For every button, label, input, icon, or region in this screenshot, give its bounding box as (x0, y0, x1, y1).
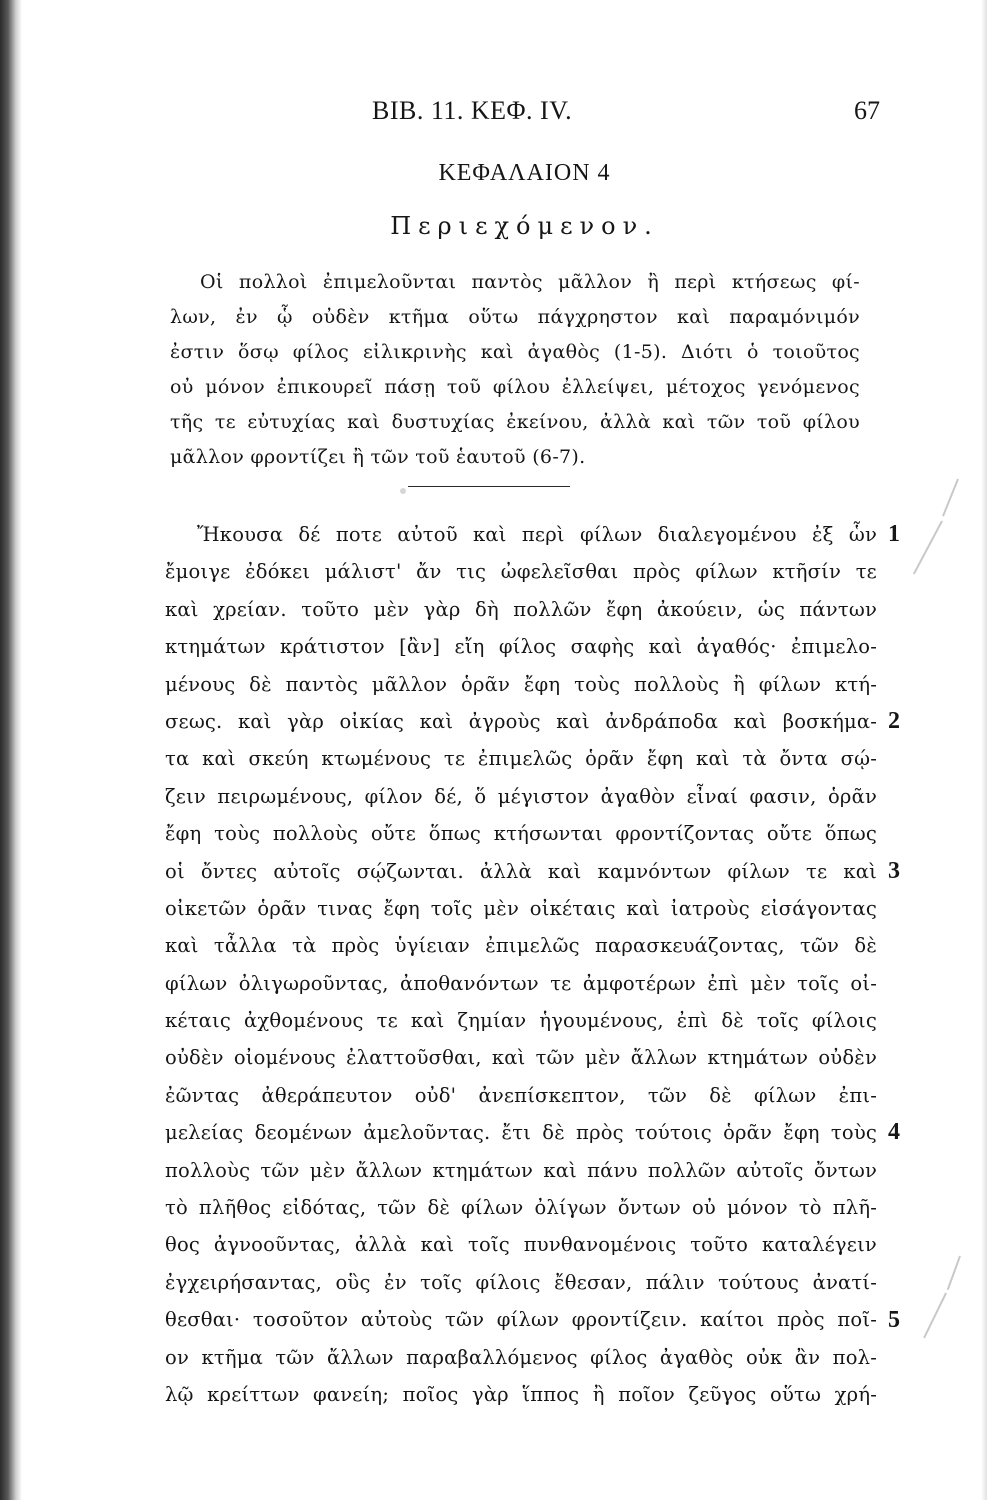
pencil-mark (942, 479, 959, 517)
body-line: οὐδὲν οἰομένους ἐλαττοῦσθαι, καὶ τῶν μὲν ἄλλων κτημάτων οὐδὲν (165, 1046, 877, 1070)
page-number: 67 (854, 96, 880, 125)
body-line: καὶ τἆλλα τὰ πρὸς ὑγίειαν ἐπιμελῶς παρασκευάζοντας, τῶν δὲ (165, 934, 877, 958)
summary-line: τῆς τε εὐτυχίας καὶ δυστυχίας ἐκείνου, ἀλλὰ καὶ τῶν τοῦ φίλου (170, 411, 860, 433)
pencil-mark (913, 521, 943, 575)
body-line: θος ἀγνοοῦντας, ἀλλὰ καὶ τοῖς πυνθανομένοις τοῦτο καταλέγειν (165, 1233, 877, 1257)
summary-line: οὐ μόνον ἐπικουρεῖ πάσῃ τοῦ φίλου ἐλλείψει, μέτοχος γενόμενος (170, 376, 860, 398)
section-number: 4 (888, 1119, 900, 1145)
body-line: ζειν πειρωμένους, φίλον δέ, ὅ μέγιστον ἀγαθὸν εἶναί φασιν, ὁρᾶν (165, 784, 877, 808)
running-head (150, 96, 880, 136)
section-number: 5 (888, 1307, 900, 1333)
section-number: 2 (888, 708, 900, 734)
body-line: μένους δὲ παντὸς μᾶλλον ὁρᾶν ἔφη τοὺς πολλοὺς ἢ φίλων κτή- (165, 672, 877, 696)
body-line: Ἤκουσα δέ ποτε αὐτοῦ καὶ περὶ φίλων διαλεγομένου ἐξ ὧν (197, 523, 877, 546)
summary-line: ἐστιν ὅσῳ φίλος εἰλικρινὴς καὶ ἀγαθὸς (1-5). Διότι ὁ τοιοῦτος (170, 341, 860, 363)
ink-dot (400, 488, 406, 494)
body-line: θεσθαι· τοσοῦτον αὐτοὺς τῶν φίλων φροντίζειν. καίτοι πρὸς ποῖ- (165, 1308, 877, 1332)
body-line: καὶ χρείαν. τοῦτο μὲν γὰρ δὴ πολλῶν ἔφη ἀκούειν, ὡς πάντων (165, 597, 877, 621)
body-line: ον κτῆμα τῶν ἄλλων παραβαλλόμενος φίλος ἀγαθὸς οὐκ ἂν πολ- (165, 1345, 877, 1369)
body-line: λῷ κρείττων φανείη; ποῖος γὰρ ἵππος ἢ ποῖον ζεῦγος οὕτω χρή- (165, 1382, 877, 1406)
summary-line: λων, ἐν ᾧ οὐδὲν κτῆμα οὕτω πάγχρηστον καὶ παραμόνιμόν (170, 306, 860, 328)
running-head-title: BIB. 11. ΚΕΦ. IV. (372, 96, 573, 125)
body-line: ἔφη τοὺς πολλοὺς οὔτε ὅπως κτήσωνται φροντίζοντας οὔτε ὅπως (165, 822, 877, 846)
body-line: κέταις ἀχθομένους τε καὶ ζημίαν ἡγουμένους, ἐπὶ δὲ τοῖς φίλοις (165, 1009, 877, 1033)
chapter-summary (170, 265, 860, 475)
body-line: μελείας δεομένων ἀμελοῦντας. ἔτι δὲ πρὸς τούτοις ὁρᾶν ἔφη τοὺς (165, 1121, 877, 1145)
summary-heading: Περιεχόμενον. (390, 212, 659, 240)
body-line: τὸ πλῆθος εἰδότας, τῶν δὲ φίλων ὀλίγων ὄντων οὐ μόνον τὸ πλῆ- (165, 1196, 877, 1220)
summary-line: Οἱ πολλοὶ ἐπιμελοῦνται παντὸς μᾶλλον ἢ περὶ κτήσεως φί- (200, 271, 860, 293)
section-number: 3 (888, 858, 900, 884)
body-line: τα καὶ σκεύη κτωμένους τε ἐπιμελῶς ὁρᾶν ἔφη καὶ τὰ ὄντα σῴ- (165, 747, 877, 771)
body-text (165, 516, 877, 1413)
body-line: ἐγχειρήσαντας, οὓς ἐν τοῖς φίλοις ἔθεσαν, πάλιν τούτους ἀνατί- (165, 1270, 877, 1294)
body-line: πολλοὺς τῶν μὲν ἄλλων κτημάτων καὶ πάνυ πολλῶν αὐτοῖς ὄντων (165, 1158, 877, 1182)
body-line: ἔμοιγε ἐδόκει μάλιστ' ἄν τις ὠφελεῖσθαι πρὸς φίλων κτῆσίν τε (165, 560, 877, 584)
summary-line: μᾶλλον φροντίζει ἢ τῶν τοῦ ἑαυτοῦ (6-7). (170, 446, 586, 468)
pencil-mark (923, 1293, 947, 1339)
pencil-mark (947, 1256, 961, 1291)
body-line: κτημάτων κράτιστον [ἂν] εἴη φίλος σαφὴς καὶ ἀγαθός· ἐπιμελο- (165, 635, 877, 659)
chapter-heading: ΚΕΦΑΛΑΙΟΝ 4 (438, 160, 611, 186)
body-line: ἐῶντας ἀθεράπευτον οὐδ' ἀνεπίσκεπτον, τῶν δὲ φίλων ἐπι- (165, 1083, 877, 1107)
body-line: σεως. καὶ γὰρ οἰκίας καὶ ἀγροὺς καὶ ἀνδράποδα καὶ βοσκήμα- (165, 709, 877, 733)
body-line: οἰκετῶν ὁρᾶν τινας ἔφη τοῖς μὲν οἰκέταις καὶ ἰατροὺς εἰσάγοντας (165, 896, 877, 920)
section-separator (408, 486, 570, 487)
section-number: 1 (888, 521, 900, 547)
body-line: φίλων ὀλιγωροῦντας, ἀποθανόντων τε ἀμφοτέρων ἐπὶ μὲν τοῖς οἰ- (165, 971, 877, 995)
body-line: οἱ ὄντες αὐτοῖς σῴζωνται. ἀλλὰ καὶ καμνόντων φίλων τε καὶ (165, 859, 877, 883)
